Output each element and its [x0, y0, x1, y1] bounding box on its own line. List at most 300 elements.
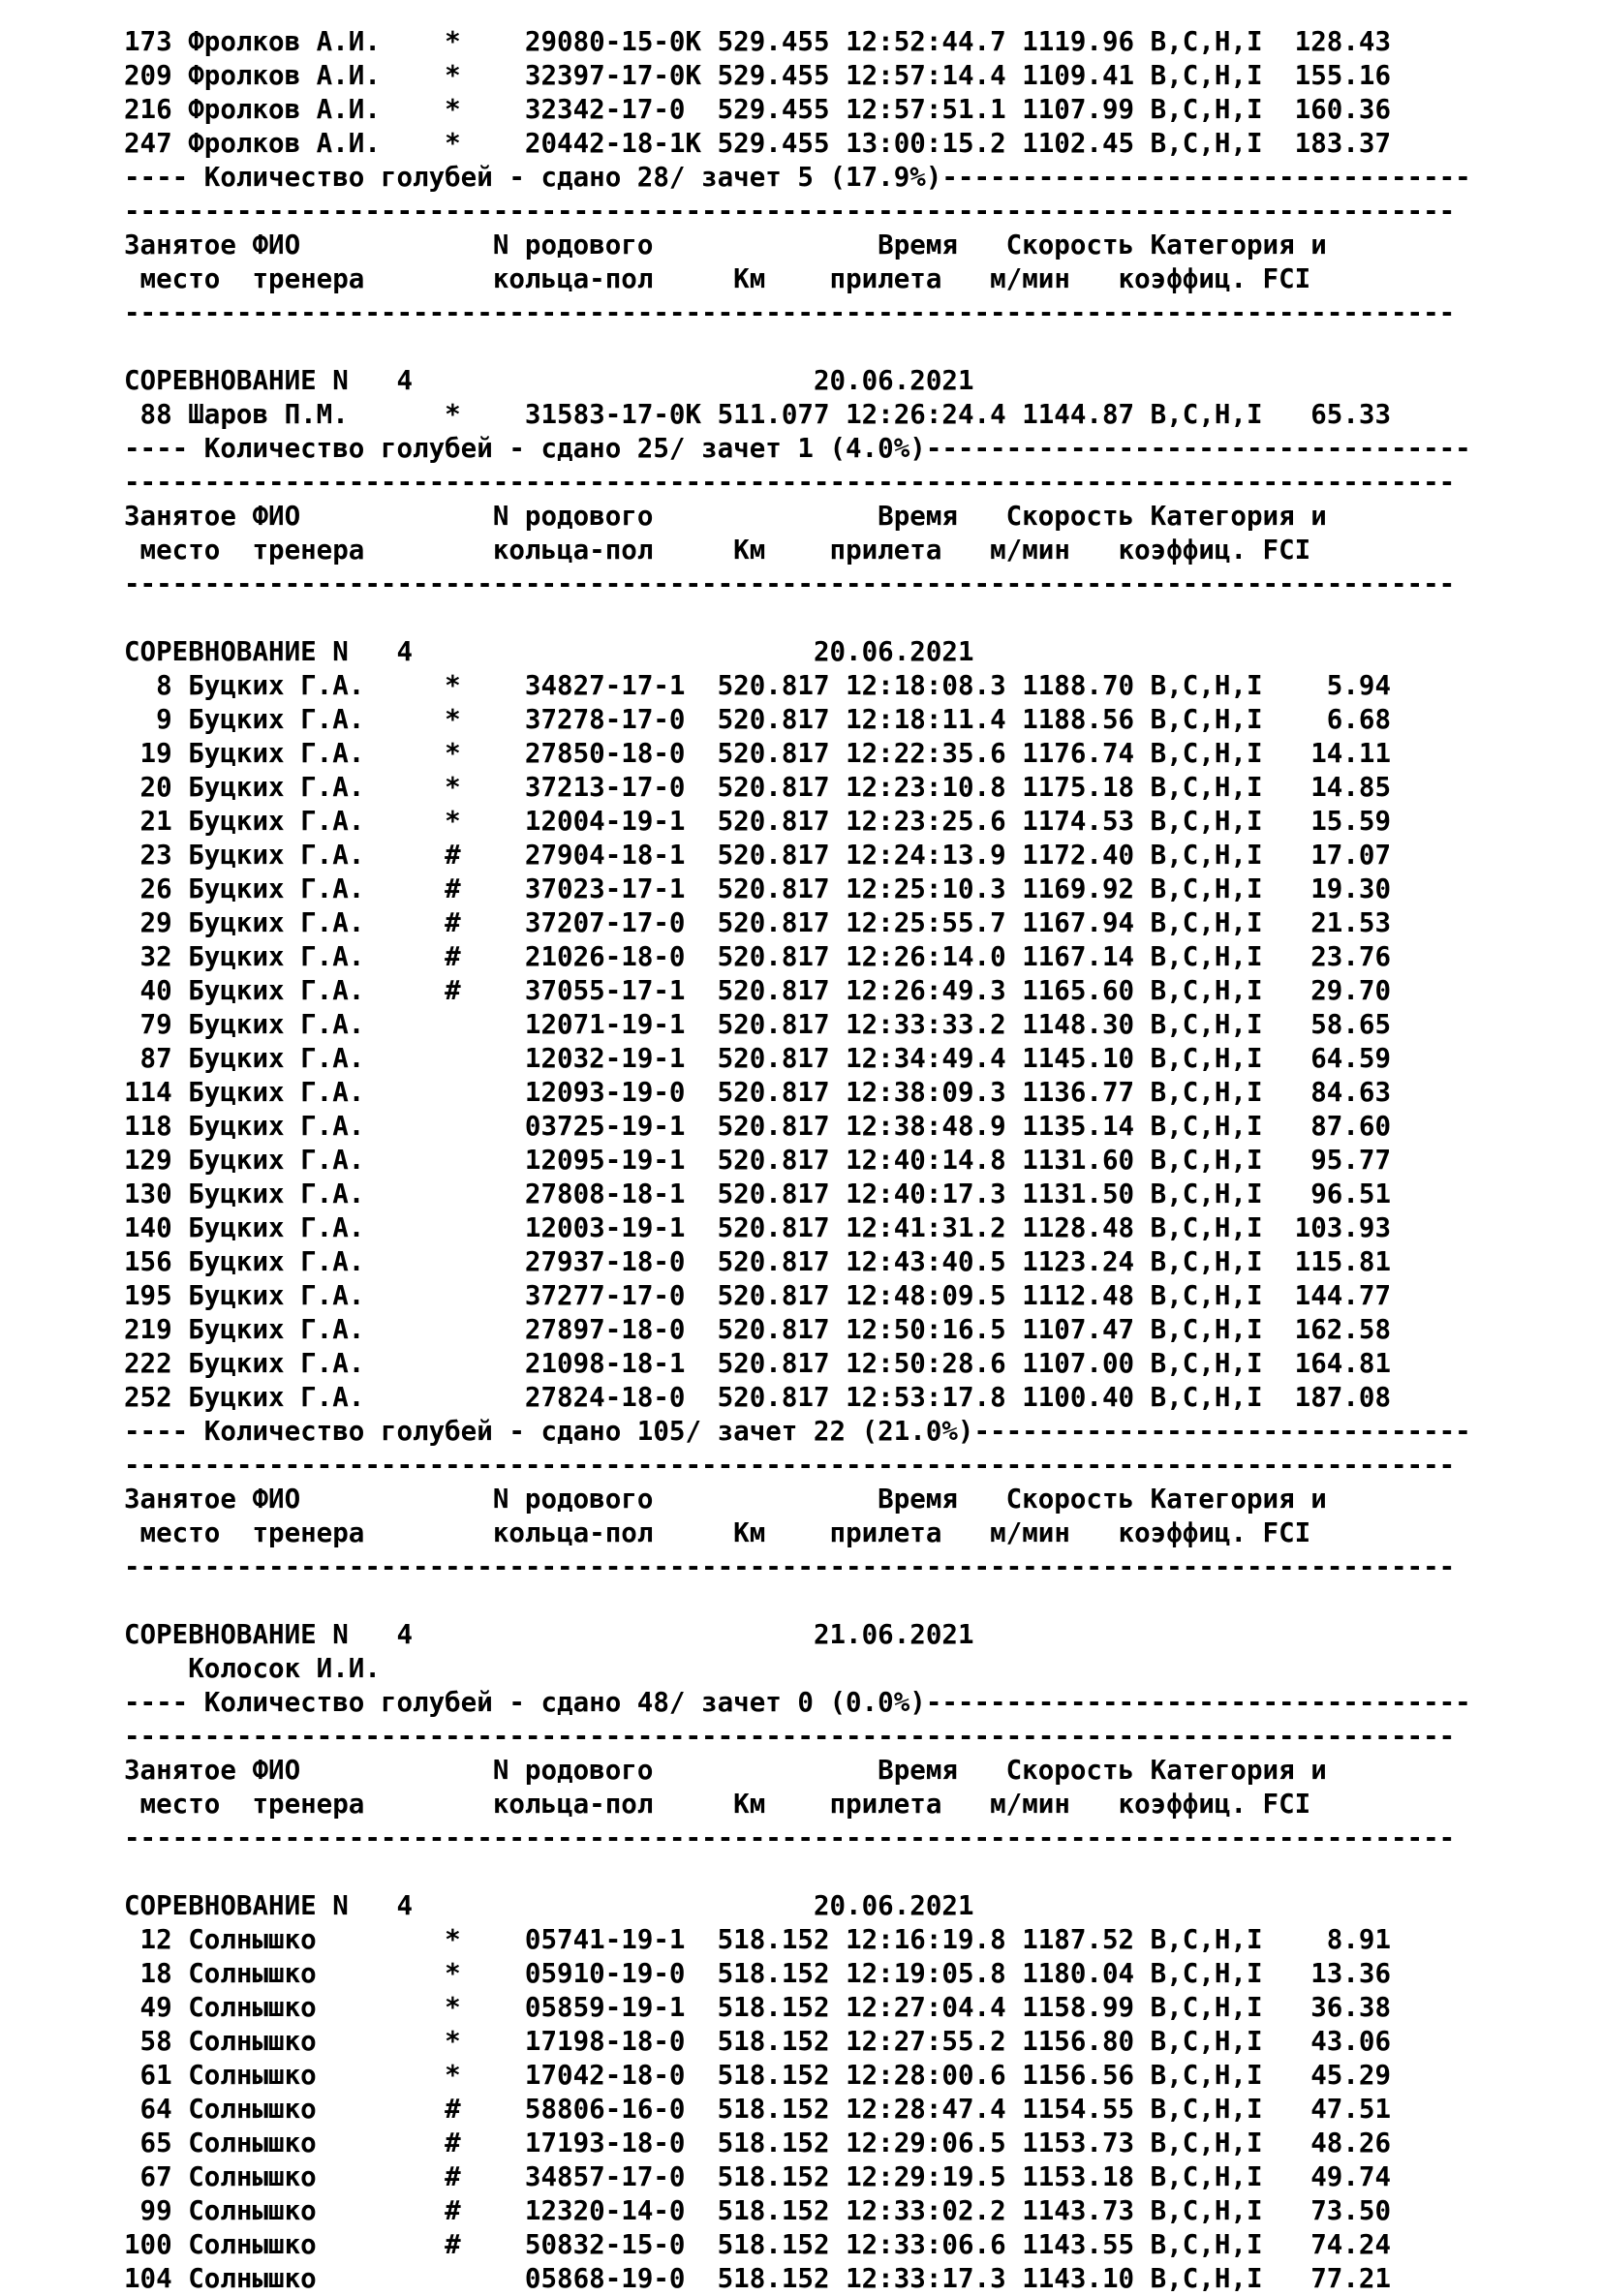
arrival-time: 12:26:24.4 [829, 399, 1006, 430]
speed: 1135.14 [1005, 1111, 1135, 1142]
trainer-name: Буцких Г.А. [188, 1280, 446, 1311]
result-row [124, 805, 1471, 839]
category: B,C,H,I [1134, 1924, 1263, 1955]
arrival-time: 12:23:25.6 [829, 806, 1006, 837]
trainer-name: Колосок И.И. [124, 1653, 446, 1684]
ring-number: 12004-19-1 [460, 806, 702, 837]
category: B,C,H,I [1134, 26, 1263, 57]
header-ring: N родового [492, 1484, 878, 1515]
place: 222 [124, 1348, 189, 1379]
place: 209 [124, 60, 189, 91]
distance-km: 520.817 [701, 1009, 830, 1040]
category: B,C,H,I [1134, 670, 1263, 701]
distance-km: 518.152 [701, 2263, 830, 2294]
speed: 1144.87 [1005, 399, 1135, 430]
place: 61 [124, 2060, 189, 2091]
place: 8 [124, 670, 189, 701]
trainer-name: Буцких Г.А. [188, 1077, 446, 1108]
mark: * [445, 772, 461, 803]
ring-number: 27897-18-0 [460, 1314, 702, 1345]
fci-coefficient: 160.36 [1262, 94, 1391, 125]
result-row [124, 1042, 1471, 1076]
speed: 1169.92 [1005, 873, 1135, 904]
header-name: тренера [252, 263, 493, 294]
distance-km: 520.817 [701, 704, 830, 735]
result-row [124, 1347, 1471, 1381]
distance-km: 520.817 [701, 1212, 830, 1243]
fci-coefficient: 155.16 [1262, 60, 1391, 91]
place: 29 [124, 907, 189, 938]
category: B,C,H,I [1134, 1246, 1263, 1277]
place: 88 [124, 399, 189, 430]
speed: 1156.56 [1005, 2060, 1135, 2091]
trainer-name: Солнышко [188, 1924, 446, 1955]
distance-km: 520.817 [701, 1314, 830, 1345]
trainer-name: Буцких Г.А. [188, 1348, 446, 1379]
header-name: тренера [252, 1517, 493, 1548]
speed: 1143.73 [1005, 2195, 1135, 2226]
arrival-time: 12:40:14.8 [829, 1145, 1006, 1176]
trainer-name: Буцких Г.А. [188, 873, 446, 904]
mark: * [445, 670, 461, 701]
speed: 1188.70 [1005, 670, 1135, 701]
fci-coefficient: 73.50 [1262, 2195, 1391, 2226]
speed: 1109.41 [1005, 60, 1135, 91]
category: B,C,H,I [1134, 1009, 1263, 1040]
ring-number: 20442-18-1K [460, 128, 702, 159]
mark: # [445, 2128, 461, 2158]
fci-coefficient: 164.81 [1262, 1348, 1391, 1379]
column-header [124, 1483, 1471, 1516]
ring-number: 12071-19-1 [460, 1009, 702, 1040]
mark: # [445, 941, 461, 972]
arrival-time: 12:24:13.9 [829, 840, 1006, 871]
trainer-name: Солнышко [188, 2229, 446, 2260]
trainer-name: Фролков А.И. [188, 94, 446, 125]
category: B,C,H,I [1134, 806, 1263, 837]
header-ring: N родового [492, 1755, 878, 1786]
mark: # [445, 975, 461, 1006]
ring-number: 34827-17-1 [460, 670, 702, 701]
fci-coefficient: 128.43 [1262, 26, 1391, 57]
place: 65 [124, 2128, 189, 2158]
place: 23 [124, 840, 189, 871]
header-km: Км [733, 535, 830, 566]
distance-km: 518.152 [701, 2161, 830, 2192]
competition-label: СОРЕВНОВАНИЕ N 4 [124, 1890, 814, 1921]
header-place: Занятое [124, 1484, 253, 1515]
header-place: место [124, 263, 253, 294]
category: B,C,H,I [1134, 2195, 1263, 2226]
result-row [124, 1313, 1471, 1347]
distance-km: 518.152 [701, 2026, 830, 2057]
place: 100 [124, 2229, 189, 2260]
trainer-name: Шаров П.М. [188, 399, 446, 430]
ring-number: 21026-18-0 [460, 941, 702, 972]
summary-line: ---- Количество голубей - сдано 28/ зачет 5 (17.9%)--------------------------------- [124, 162, 1471, 193]
header-speed: Скорость [1005, 1484, 1151, 1515]
header-place: место [124, 1789, 253, 1820]
mark [445, 1314, 461, 1345]
speed: 1187.52 [1005, 1924, 1135, 1955]
competition-line [124, 364, 1471, 398]
competition-line [124, 1889, 1471, 1923]
arrival-time: 12:38:48.9 [829, 1111, 1006, 1142]
result-row [124, 1076, 1471, 1110]
ring-number: 17193-18-0 [460, 2128, 702, 2158]
speed: 1143.10 [1005, 2263, 1135, 2294]
ring-number: 37277-17-0 [460, 1280, 702, 1311]
mark: * [445, 26, 461, 57]
column-header [124, 1516, 1471, 1550]
mark: * [445, 399, 461, 430]
arrival-time: 12:53:17.8 [829, 1382, 1006, 1413]
arrival-time: 12:57:51.1 [829, 94, 1006, 125]
ring-number: 12093-19-0 [460, 1077, 702, 1108]
ring-number: 37213-17-0 [460, 772, 702, 803]
result-row [124, 2025, 1471, 2059]
distance-km: 520.817 [701, 1246, 830, 1277]
distance-km: 520.817 [701, 806, 830, 837]
speed: 1100.40 [1005, 1382, 1135, 1413]
ring-number: 27904-18-1 [460, 840, 702, 871]
mark [445, 1280, 461, 1311]
speed: 1156.80 [1005, 2026, 1135, 2057]
ring-number: 31583-17-0K [460, 399, 702, 430]
ring-number: 37055-17-1 [460, 975, 702, 1006]
distance-km: 520.817 [701, 1145, 830, 1176]
fci-coefficient: 14.11 [1262, 738, 1391, 769]
fci-coefficient: 187.08 [1262, 1382, 1391, 1413]
ring-number: 12032-19-1 [460, 1043, 702, 1074]
category: B,C,H,I [1134, 94, 1263, 125]
header-time: прилета [829, 1789, 991, 1820]
summary-line: ---- Количество голубей - сдано 25/ зачет 1 (4.0%)---------------------------------- [124, 433, 1471, 464]
distance-km: 520.817 [701, 873, 830, 904]
mark: # [445, 2195, 461, 2226]
speed: 1154.55 [1005, 2094, 1135, 2125]
distance-km: 520.817 [701, 1382, 830, 1413]
result-row [124, 1957, 1471, 1991]
ring-number: 27824-18-0 [460, 1382, 702, 1413]
speed: 1112.48 [1005, 1280, 1135, 1311]
mark: * [445, 1924, 461, 1955]
place: 19 [124, 738, 189, 769]
result-row [124, 93, 1471, 127]
place: 79 [124, 1009, 189, 1040]
category: B,C,H,I [1134, 1314, 1263, 1345]
fci-coefficient: 162.58 [1262, 1314, 1391, 1345]
trainer-name: Буцких Г.А. [188, 1314, 446, 1345]
result-row [124, 25, 1471, 59]
header-name: ФИО [252, 1484, 493, 1515]
place: 32 [124, 941, 189, 972]
category: B,C,H,I [1134, 60, 1263, 91]
arrival-time: 12:25:10.3 [829, 873, 1006, 904]
column-header [124, 500, 1471, 534]
category: B,C,H,I [1134, 2263, 1263, 2294]
result-row [124, 1008, 1471, 1042]
ring-number: 58806-16-0 [460, 2094, 702, 2125]
speed: 1172.40 [1005, 840, 1135, 871]
summary-line: ---- Количество голубей - сдано 48/ зачет 0 (0.0%)---------------------------------- [124, 1687, 1471, 1718]
fci-coefficient: 84.63 [1262, 1077, 1391, 1108]
result-row [124, 398, 1471, 432]
place: 40 [124, 975, 189, 1006]
category: B,C,H,I [1134, 738, 1263, 769]
place: 129 [124, 1145, 189, 1176]
arrival-time: 12:23:10.8 [829, 772, 1006, 803]
category: B,C,H,I [1134, 704, 1263, 735]
fci-coefficient: 14.85 [1262, 772, 1391, 803]
ring-number: 37278-17-0 [460, 704, 702, 735]
trainer-name: Буцких Г.А. [188, 1009, 446, 1040]
header-ring: кольца-пол [492, 263, 734, 294]
result-row [124, 2194, 1471, 2228]
mark: # [445, 2094, 461, 2125]
ring-number: 03725-19-1 [460, 1111, 702, 1142]
arrival-time: 12:28:47.4 [829, 2094, 1006, 2125]
speed: 1123.24 [1005, 1246, 1135, 1277]
mark: * [445, 704, 461, 735]
result-row [124, 1211, 1471, 1245]
category: B,C,H,I [1134, 128, 1263, 159]
fci-coefficient: 15.59 [1262, 806, 1391, 837]
category: B,C,H,I [1134, 1111, 1263, 1142]
arrival-time: 12:27:55.2 [829, 2026, 1006, 2057]
header-place: Занятое [124, 1755, 253, 1786]
trainer-name: Буцких Г.А. [188, 1382, 446, 1413]
speed: 1165.60 [1005, 975, 1135, 1006]
result-row [124, 839, 1471, 872]
result-row [124, 2262, 1471, 2296]
arrival-time: 12:50:16.5 [829, 1314, 1006, 1345]
column-header [124, 229, 1471, 262]
header-km: Км [733, 1789, 830, 1820]
arrival-time: 12:40:17.3 [829, 1179, 1006, 1209]
header-ring: кольца-пол [492, 1789, 734, 1820]
speed: 1180.04 [1005, 1958, 1135, 1989]
mark: * [445, 2060, 461, 2091]
column-header [124, 1788, 1471, 1821]
result-row [124, 872, 1471, 906]
competition-date: 20.06.2021 [813, 636, 974, 667]
trainer-name: Солнышко [188, 2060, 446, 2091]
place: 114 [124, 1077, 189, 1108]
competition-label: СОРЕВНОВАНИЕ N 4 [124, 365, 814, 396]
distance-km: 520.817 [701, 1179, 830, 1209]
header-category: коэффиц. FCI [1118, 1789, 1311, 1820]
speed: 1136.77 [1005, 1077, 1135, 1108]
header-time: Время [878, 501, 1006, 532]
fci-coefficient: 45.29 [1262, 2060, 1391, 2091]
mark: * [445, 94, 461, 125]
distance-km: 520.817 [701, 1348, 830, 1379]
arrival-time: 12:19:05.8 [829, 1958, 1006, 1989]
result-row [124, 1245, 1471, 1279]
mark [445, 1382, 461, 1413]
trainer-name: Буцких Г.А. [188, 670, 446, 701]
mark: # [445, 873, 461, 904]
mark: * [445, 1958, 461, 1989]
place: 58 [124, 2026, 189, 2057]
ring-number: 32397-17-0K [460, 60, 702, 91]
result-row [124, 940, 1471, 974]
mark [445, 1077, 461, 1108]
speed: 1131.50 [1005, 1179, 1135, 1209]
competition-label: СОРЕВНОВАНИЕ N 4 [124, 1619, 814, 1650]
result-row [124, 974, 1471, 1008]
distance-km: 520.817 [701, 1111, 830, 1142]
distance-km: 520.817 [701, 1280, 830, 1311]
header-time: Время [878, 1755, 1006, 1786]
trainer-name: Буцких Г.А. [188, 1111, 446, 1142]
mark: # [445, 907, 461, 938]
fci-coefficient: 21.53 [1262, 907, 1391, 938]
speed: 1153.18 [1005, 2161, 1135, 2192]
arrival-time: 12:26:49.3 [829, 975, 1006, 1006]
fci-coefficient: 17.07 [1262, 840, 1391, 871]
distance-km: 529.455 [701, 60, 830, 91]
result-row [124, 1279, 1471, 1313]
arrival-time: 12:25:55.7 [829, 907, 1006, 938]
header-category: Категория и [1150, 230, 1327, 260]
blank-line [124, 601, 1471, 635]
distance-km: 518.152 [701, 1958, 830, 1989]
category: B,C,H,I [1134, 1348, 1263, 1379]
header-ring: кольца-пол [492, 535, 734, 566]
competition-date: 20.06.2021 [813, 365, 974, 396]
blank-line [124, 1584, 1471, 1618]
ring-number: 05910-19-0 [460, 1958, 702, 1989]
arrival-time: 12:22:35.6 [829, 738, 1006, 769]
arrival-time: 12:33:33.2 [829, 1009, 1006, 1040]
arrival-time: 12:33:06.6 [829, 2229, 1006, 2260]
category: B,C,H,I [1134, 1280, 1263, 1311]
rule: ----------------------------------------------------------------------------------- [124, 1822, 1456, 1853]
arrival-time: 12:16:19.8 [829, 1924, 1006, 1955]
ring-number: 05868-19-0 [460, 2263, 702, 2294]
mark [445, 1111, 461, 1142]
header-place: место [124, 1517, 253, 1548]
arrival-time: 12:28:00.6 [829, 2060, 1006, 2091]
mark [445, 1179, 461, 1209]
category: B,C,H,I [1134, 1145, 1263, 1176]
arrival-time: 12:34:49.4 [829, 1043, 1006, 1074]
fci-coefficient: 183.37 [1262, 128, 1391, 159]
fci-coefficient: 43.06 [1262, 2026, 1391, 2057]
header-speed: Скорость [1005, 230, 1151, 260]
place: 219 [124, 1314, 189, 1345]
ring-number: 12095-19-1 [460, 1145, 702, 1176]
fci-coefficient: 8.91 [1262, 1924, 1391, 1955]
distance-km: 520.817 [701, 907, 830, 938]
category: B,C,H,I [1134, 975, 1263, 1006]
distance-km: 520.817 [701, 840, 830, 871]
place: 49 [124, 1992, 189, 2023]
result-row [124, 669, 1471, 703]
distance-km: 518.152 [701, 1992, 830, 2023]
header-speed: Скорость [1005, 1755, 1151, 1786]
fci-coefficient: 5.94 [1262, 670, 1391, 701]
fci-coefficient: 77.21 [1262, 2263, 1391, 2294]
result-row [124, 1381, 1471, 1415]
place: 9 [124, 704, 189, 735]
rule: ----------------------------------------------------------------------------------- [124, 1721, 1456, 1752]
header-place: Занятое [124, 501, 253, 532]
competition-line [124, 1618, 1471, 1652]
distance-km: 511.077 [701, 399, 830, 430]
fci-coefficient: 48.26 [1262, 2128, 1391, 2158]
category: B,C,H,I [1134, 1077, 1263, 1108]
ring-number: 12003-19-1 [460, 1212, 702, 1243]
speed: 1107.99 [1005, 94, 1135, 125]
trainer-name: Солнышко [188, 2026, 446, 2057]
trainer-name: Солнышко [188, 2263, 446, 2294]
arrival-time: 12:43:40.5 [829, 1246, 1006, 1277]
mark [445, 1212, 461, 1243]
distance-km: 520.817 [701, 738, 830, 769]
distance-km: 520.817 [701, 1077, 830, 1108]
header-category: коэффиц. FCI [1118, 263, 1311, 294]
category: B,C,H,I [1134, 1382, 1263, 1413]
mark: * [445, 806, 461, 837]
arrival-time: 13:00:15.2 [829, 128, 1006, 159]
header-time: прилета [829, 263, 991, 294]
place: 26 [124, 873, 189, 904]
place: 104 [124, 2263, 189, 2294]
result-row [124, 2127, 1471, 2160]
fci-coefficient: 6.68 [1262, 704, 1391, 735]
place: 87 [124, 1043, 189, 1074]
trainer-name: Солнышко [188, 2094, 446, 2125]
fci-coefficient: 29.70 [1262, 975, 1391, 1006]
distance-km: 520.817 [701, 941, 830, 972]
speed: 1107.47 [1005, 1314, 1135, 1345]
arrival-time: 12:48:09.5 [829, 1280, 1006, 1311]
fci-coefficient: 144.77 [1262, 1280, 1391, 1311]
trainer-name: Буцких Г.А. [188, 907, 446, 938]
rule: ----------------------------------------------------------------------------------- [124, 297, 1456, 328]
rule: ----------------------------------------------------------------------------------- [124, 1450, 1456, 1481]
category: B,C,H,I [1134, 840, 1263, 871]
column-header [124, 262, 1471, 296]
category: B,C,H,I [1134, 2094, 1263, 2125]
place: 99 [124, 2195, 189, 2226]
ring-number: 17042-18-0 [460, 2060, 702, 2091]
result-row [124, 1923, 1471, 1957]
fci-coefficient: 58.65 [1262, 1009, 1391, 1040]
header-ring: N родового [492, 501, 878, 532]
mark [445, 1246, 461, 1277]
place: 140 [124, 1212, 189, 1243]
mark: # [445, 840, 461, 871]
ring-number: 21098-18-1 [460, 1348, 702, 1379]
header-speed: м/мин [990, 535, 1119, 566]
trainer-name: Буцких Г.А. [188, 772, 446, 803]
speed: 1188.56 [1005, 704, 1135, 735]
trainer-name: Фролков А.И. [188, 60, 446, 91]
fci-coefficient: 64.59 [1262, 1043, 1391, 1074]
speed: 1148.30 [1005, 1009, 1135, 1040]
fci-coefficient: 96.51 [1262, 1179, 1391, 1209]
category: B,C,H,I [1134, 2026, 1263, 2057]
distance-km: 520.817 [701, 1043, 830, 1074]
ring-number: 05859-19-1 [460, 1992, 702, 2023]
header-ring: кольца-пол [492, 1517, 734, 1548]
trainer-name: Буцких Г.А. [188, 806, 446, 837]
distance-km: 518.152 [701, 1924, 830, 1955]
